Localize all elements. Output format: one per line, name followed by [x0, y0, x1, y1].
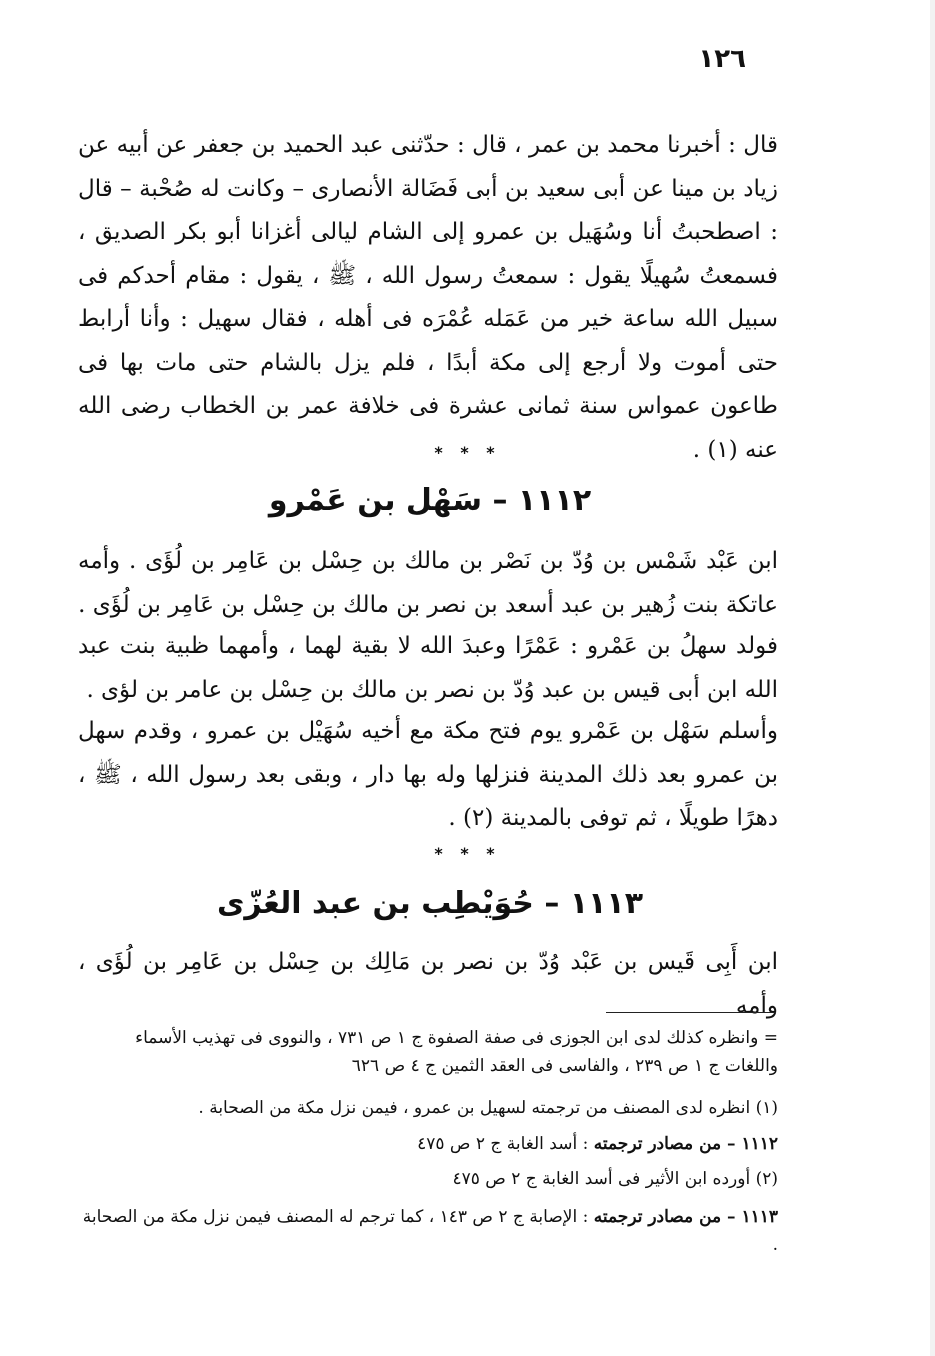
- footnote-1: (١) انظره لدى المصنف من ترجمته لسهيل بن عمرو ، فيمن نزل مكة من الصحابة .: [198, 1098, 778, 1118]
- footnote-divider: [606, 1012, 776, 1013]
- section-separator: * * *: [434, 844, 501, 863]
- footnote-continued: = وانظره كذلك لدى ابن الجوزى فى صفة الصفوة ج ١ ص ٧٣١ ، والنووى فى تهذيب الأسماء واللغات ج ١ ص ٢٣٩ ، والفاسى فى العقد الثمين ج ٤ ص ٦٢٦: [135, 1028, 778, 1076]
- footnote-sources-label: ١١١٢ – من مصادر ترجمته: [593, 1134, 778, 1154]
- page-edge: [930, 0, 935, 1356]
- footnote-sources-text: : أسد الغابة ج ٢ ص ٤٧٥: [417, 1134, 594, 1154]
- paragraph-lineage-1113: ابن أَبِى قَيس بن عَبْد وُدّ بن نصر بن مَالِك بن حِسْل بن عَامِر بن لُؤَى ، وأمه: [78, 949, 778, 1019]
- entry-heading-1113: ١١١٣ – حُوَيْطِب بن عبد العُزّى: [216, 886, 644, 921]
- footnote-2: (٢) أورده ابن الأثير فى أسد الغابة ج ٢ ص ٤٧٥: [452, 1169, 778, 1189]
- paragraph-children-1112: فولد سهلُ بن عَمْرو : عَمْرًا وعبدَ الله لا بقية لهما ، وأمهما ظبية بنت عبد الله ابن أبى قيس بن عبد وُدّ بن نصر بن مالك بن حِسْل بن عامر بن لؤى .: [78, 633, 778, 703]
- page-number: ١٢٦: [698, 44, 746, 74]
- paragraph-lineage-1112: ابن عَبْد شَمْس بن وُدّ بن نَصْر بن مالك بن حِسْل بن عَامِر بن لُؤَى . وأمه عاتكة بنت زُهير بن عبد أسعد بن نصر بن مالك بن حِسْل بن عَامِر بن لُؤَى .: [78, 548, 778, 618]
- footnote-sources-label: ١١١٣ – من مصادر ترجمته: [593, 1207, 778, 1227]
- footnote-sources-1113: [78, 1203, 778, 1259]
- paragraph-narration: قال : أخبرنا محمد بن عمر ، قال : حدّثنى عبد الحميد بن جعفر عن أبيه عن زياد بن مينا عن أبى سعيد بن أبى فَضَالة الأنصارى – وكانت له صُحْبة – قال : اصطحبتُ أنا وسُهَيل بن عمرو إلى الشام ليالى أغزانا أبو بكر الصديق ، فسمعتُ سُهيلًا يقول : سمعتُ رسول الله ، ﷺ ، يقول : مقام أحدكم فى سبيل الله ساعة خير من عَمَله عُمْرَه فى أهله ، فقال سهيل : وأنا أرابط حتى أموت ولا أرجع إلى مكة أبدًا ، فلم يزل بالشام حتى مات بها فى طاعون عمواس سنة ثمانى عشرة فى خلافة عمر بن الخطاب رضى الله عنه (١) .: [78, 132, 778, 463]
- paragraph-islam-1112: وأسلم سَهْل بن عَمْرو يوم فتح مكة مع أخيه سُهَيْل بن عمرو ، وقدم سهل بن عمرو بعد ذلك المدينة فنزلها وله بها دار ، وبقى بعد رسول الله ، ﷺ ، دهرًا طويلًا ، ثم توفى بالمدينة (٢) .: [78, 718, 778, 831]
- entry-heading-1112: ١١١٢ – سَهْل بن عَمْرو: [268, 483, 592, 518]
- section-separator: * * *: [434, 443, 501, 462]
- footnote-sources-text: : الإصابة ج ٢ ص ١٤٣ ، كما ترجم له المصنف فيمن نزل مكة من الصحابة .: [82, 1207, 778, 1255]
- footnote-sources-1112: [78, 1130, 778, 1158]
